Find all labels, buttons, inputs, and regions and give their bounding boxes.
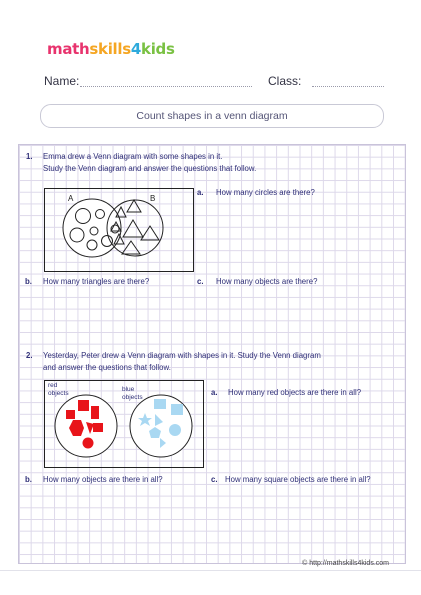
red-square bbox=[93, 423, 103, 432]
q2a-text: How many red objects are there in all? bbox=[228, 388, 362, 397]
q2-number: 2. bbox=[26, 351, 33, 360]
set-b-label: B bbox=[150, 194, 156, 203]
red-objects-label-2: objects bbox=[48, 390, 69, 397]
blue-objects-label-2: objects bbox=[122, 394, 143, 401]
blue-objects-label-1: blue bbox=[122, 386, 135, 393]
q1a-text: How many circles are there? bbox=[216, 188, 315, 197]
blue-circle bbox=[169, 424, 181, 436]
brand-logo: mathskills4kids bbox=[47, 40, 175, 58]
q2b-text: How many objects are there in all? bbox=[43, 475, 163, 484]
red-square bbox=[66, 410, 75, 419]
q2c-text: How many square objects are there in all? bbox=[225, 475, 371, 484]
class-line[interactable] bbox=[312, 86, 384, 87]
q1b-text: How many triangles are there? bbox=[43, 277, 150, 286]
red-circle bbox=[83, 438, 94, 449]
name-line[interactable] bbox=[80, 86, 252, 87]
blue-square bbox=[171, 404, 183, 415]
q2-line1: Yesterday, Peter drew a Venn diagram with shapes in it. Study the Venn diagram bbox=[43, 351, 321, 360]
q1c-text: How many objects are there? bbox=[216, 277, 318, 286]
q2a-letter: a. bbox=[211, 388, 218, 397]
bottom-divider bbox=[0, 570, 421, 571]
triangle-shape bbox=[122, 241, 140, 254]
q1a-letter: a. bbox=[197, 188, 204, 197]
q1c-letter: c. bbox=[197, 277, 204, 286]
class-label: Class: bbox=[268, 74, 302, 88]
red-rectangle bbox=[91, 406, 99, 419]
red-objects-label-1: red bbox=[48, 382, 58, 389]
q1-line2: Study the Venn diagram and answer the questions that follow. bbox=[43, 164, 257, 173]
q2c-letter: c. bbox=[211, 475, 218, 484]
q2b-letter: b. bbox=[25, 475, 32, 484]
q1b-letter: b. bbox=[25, 277, 32, 286]
q2-line2: and answer the questions that follow. bbox=[43, 363, 171, 372]
footer-copyright: © http://mathskills4kids.com bbox=[302, 560, 389, 567]
triangle-shape bbox=[123, 220, 143, 237]
worksheet-title: Count shapes in a venn diagram bbox=[40, 104, 384, 128]
red-square bbox=[78, 400, 89, 411]
triangle-shape bbox=[127, 200, 141, 212]
set-a-label: A bbox=[68, 194, 74, 203]
name-label: Name: bbox=[44, 74, 80, 88]
q1-line1: Emma drew a Venn diagram with some shapes in it. bbox=[43, 152, 223, 161]
q1-number: 1. bbox=[26, 152, 33, 161]
q1-venn-diagram bbox=[44, 188, 194, 272]
blue-rectangle bbox=[154, 399, 166, 409]
triangle-shape bbox=[141, 226, 159, 240]
